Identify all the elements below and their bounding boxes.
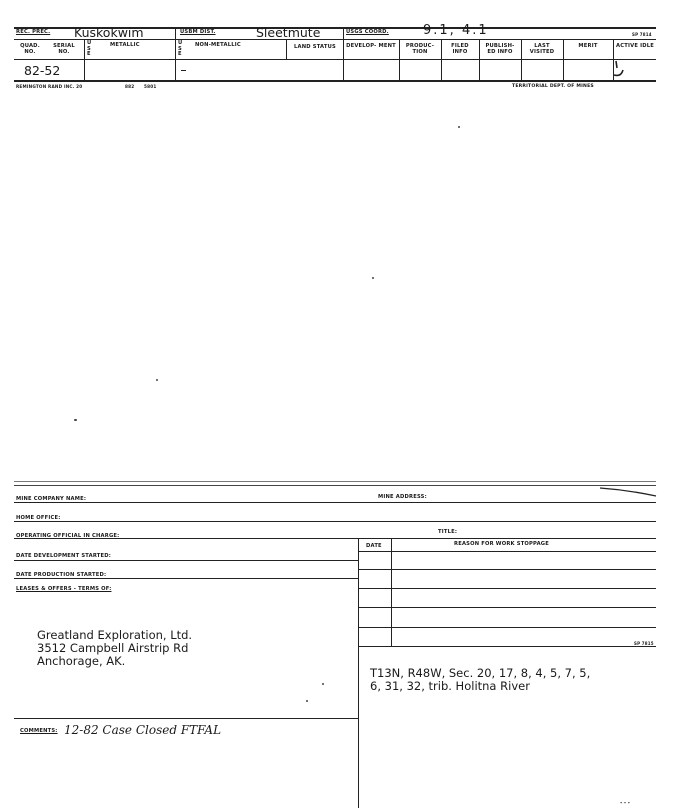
date-col-label: DATE <box>366 543 382 549</box>
speck <box>156 379 158 381</box>
operating-official-label: OPERATING OFFICIAL IN CHARGE: <box>16 533 120 539</box>
col-development: DEVELOP- MENT <box>346 43 396 49</box>
form-top-rule-2 <box>14 485 656 486</box>
col-active-idle: ACTIVE IDLE <box>616 43 654 49</box>
usbm-dist-value: Sleetmute <box>256 25 321 40</box>
speck <box>306 700 308 702</box>
rule <box>358 588 656 589</box>
rule <box>14 538 656 539</box>
footer-right-text: TERRITORIAL DEPT. OF MINES <box>512 84 594 89</box>
col-use-2: U S E <box>178 40 183 57</box>
speck <box>372 277 374 279</box>
comments-label: COMMENTS: <box>20 728 58 734</box>
corner-mark: • • • <box>620 801 631 805</box>
header-bottom-rule <box>14 80 656 82</box>
rec-prec-value: Kuskokwim <box>74 25 144 40</box>
col-filed-info: FILED INFO <box>451 43 469 55</box>
divider <box>441 39 442 80</box>
col-land-status: LAND STATUS <box>294 44 336 50</box>
rule <box>358 646 656 647</box>
speck <box>458 126 460 128</box>
header-mid-rule <box>14 59 656 60</box>
date-col-divider <box>391 538 392 646</box>
speck <box>74 419 77 421</box>
rec-prec-label: REC. PREC. <box>16 29 51 35</box>
footer-left-text: REMINGTON RAND INC. 20 <box>16 84 83 89</box>
usgs-coord-label: USGS COORD. <box>346 29 389 35</box>
dash-mark <box>181 70 186 71</box>
pen-stroke <box>598 486 658 498</box>
rule <box>14 521 656 522</box>
col-merit: MERIT <box>578 43 598 49</box>
col-quad-no: QUAD. NO. <box>20 43 40 55</box>
divider <box>563 39 564 80</box>
date-production-label: DATE PRODUCTION STARTED: <box>16 572 107 578</box>
form-number: SP 7814 <box>632 32 652 37</box>
usgs-coord-value: 9.1, 4.1 <box>423 23 489 38</box>
usbm-dist-label: USBM DIST. <box>180 29 216 35</box>
date-development-label: DATE DEVELOPMENT STARTED: <box>16 553 112 559</box>
rule <box>14 560 358 561</box>
comments-handwriting: 12-82 Case Closed FTFAL <box>64 723 222 737</box>
col-published-info: PUBLISH- ED INFO <box>485 43 515 55</box>
footer-code-1: 882 <box>125 84 135 89</box>
footer-code-2: 5801 <box>144 84 157 89</box>
mine-company-label: MINE COMPANY NAME: <box>16 496 87 502</box>
center-divider <box>358 538 359 808</box>
divider <box>479 39 480 80</box>
col-last-visited: LAST VISITED <box>529 43 555 55</box>
rule <box>358 607 656 608</box>
form-top-rule <box>14 481 656 482</box>
divider <box>175 39 176 80</box>
col-production: PRODUC- TION <box>405 43 435 55</box>
speck <box>322 683 324 685</box>
rule <box>358 627 656 628</box>
rule <box>14 502 656 503</box>
quad-value: 82-52 <box>24 63 61 78</box>
leases-label: LEASES & OFFERS - TERMS OF: <box>16 586 112 592</box>
reason-col-label: REASON FOR WORK STOPPAGE <box>454 541 549 547</box>
divider <box>84 39 85 80</box>
col-non-metallic: NON-METALLIC <box>195 42 241 48</box>
rule <box>14 578 358 579</box>
home-office-label: HOME OFFICE: <box>16 515 61 521</box>
divider <box>343 39 344 80</box>
divider <box>286 39 287 60</box>
col-metallic: METALLIC <box>110 42 140 48</box>
divider <box>399 39 400 80</box>
col-use-1: U S E <box>87 40 92 57</box>
location-text: T13N, R48W, Sec. 20, 17, 8, 4, 5, 7, 5, 6, 31, 32, trib. Holitna River <box>370 666 591 693</box>
comments-rule <box>14 718 358 719</box>
rule <box>358 551 656 552</box>
mine-address-label: MINE ADDRESS: <box>378 494 427 500</box>
divider <box>521 39 522 80</box>
rule <box>358 569 656 570</box>
title-label: TITLE: <box>438 529 458 535</box>
check-mark-icon <box>611 58 631 80</box>
col-serial-no: SERIAL NO. <box>53 43 75 55</box>
leases-text: Greatland Exploration, Ltd. 3512 Campbell Airstrip Rd Anchorage, AK. <box>37 628 193 668</box>
form-number-2: SP 7815 <box>634 641 654 646</box>
